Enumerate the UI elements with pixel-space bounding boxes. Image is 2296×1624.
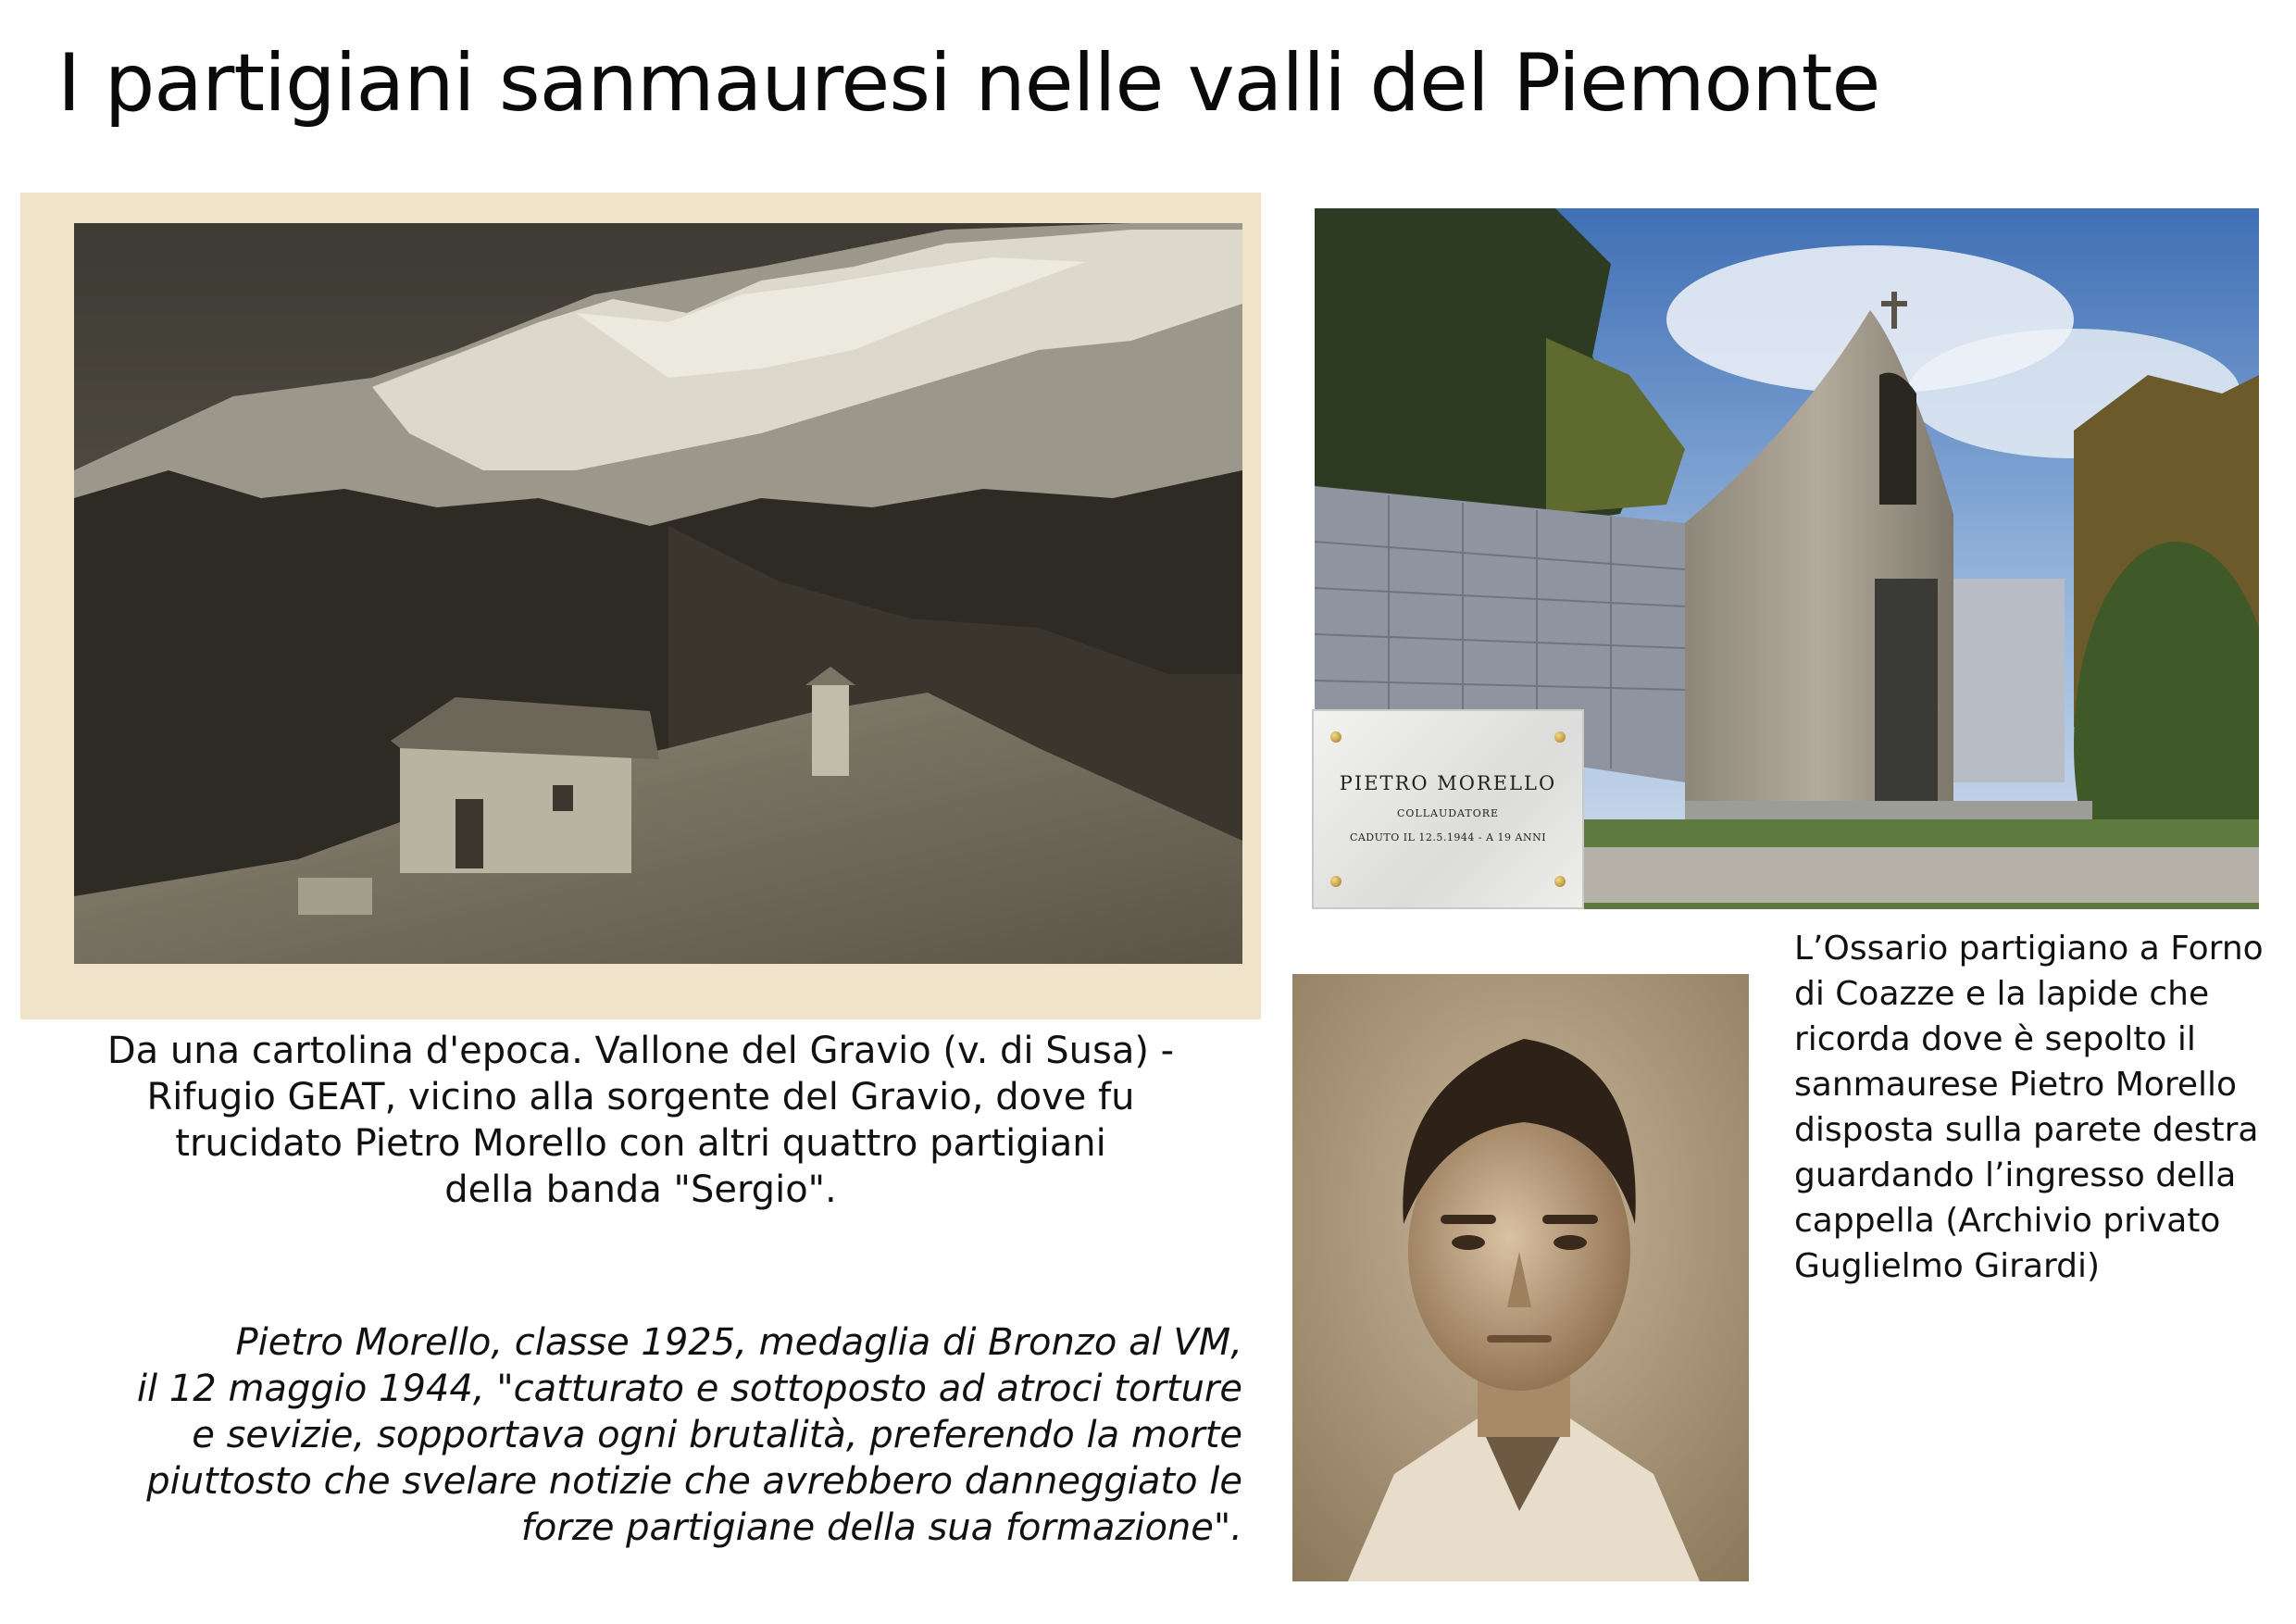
ossario-caption	[1794, 926, 2276, 1289]
citation-line: piuttosto che svelare notizie che avrebbero danneggiato le	[146, 1460, 1242, 1503]
page-title: I partigiani sanmauresi nelle valli del Piemonte	[57, 37, 1880, 130]
postcard-description	[20, 1028, 1261, 1213]
portrait-photo	[1292, 974, 1749, 1581]
plaque-date: CADUTO IL 12.5.1944 - A 19 ANNI	[1349, 831, 1547, 843]
citation-line: forze partigiane della sua formazione".	[520, 1506, 1242, 1549]
ossario-caption-line: sanmaurese Pietro Morello	[1794, 1066, 2238, 1104]
citation-line: e sevizie, sopportava ogni brutalità, preferendo la morte	[192, 1414, 1242, 1456]
plaque-name: PIETRO MORELLO	[1339, 772, 1557, 794]
medal-citation	[20, 1319, 1242, 1551]
postcard-image	[20, 193, 1261, 1019]
ossario-caption-line: disposta sulla parete destra	[1794, 1111, 2259, 1149]
plaque-bolt-icon	[1554, 876, 1566, 887]
postcard-description-line: della banda "Sergio".	[444, 1168, 837, 1211]
ossario-caption-line: guardando l’ingresso della	[1794, 1156, 2237, 1194]
citation-line: Pietro Morello, classe 1925, medaglia di Bronzo al VM,	[235, 1321, 1242, 1364]
ossario-caption-line: Guglielmo Girardi)	[1794, 1247, 2101, 1285]
citation-line: il 12 maggio 1944, "catturato e sottoposto ad atroci torture	[136, 1368, 1242, 1410]
postcard-description-line: trucidato Pietro Morello con altri quattro partigiani	[175, 1122, 1106, 1165]
postcard-description-line: Rifugio GEAT, vicino alla sorgente del Gravio, dove fu	[146, 1076, 1135, 1118]
ossario-caption-line: L’Ossario partigiano a Forno	[1794, 930, 2264, 968]
memorial-plaque	[1312, 709, 1584, 909]
portrait-image	[1292, 974, 1749, 1581]
ossario-caption-line: di Coazze e la lapide che	[1794, 975, 2210, 1013]
plaque-role: COLLAUDATORE	[1396, 807, 1500, 819]
plaque-bolt-icon	[1330, 731, 1341, 743]
plaque-bolt-icon	[1554, 731, 1566, 743]
postcard-photo	[20, 193, 1261, 1019]
plaque-bolt-icon	[1330, 876, 1341, 887]
ossario-caption-line: cappella (Archivio privato	[1794, 1202, 2221, 1240]
ossario-caption-line: ricorda dove è sepolto il	[1794, 1020, 2196, 1058]
postcard-description-line: Da una cartolina d'epoca. Vallone del Gravio (v. di Susa) -	[106, 1030, 1175, 1072]
